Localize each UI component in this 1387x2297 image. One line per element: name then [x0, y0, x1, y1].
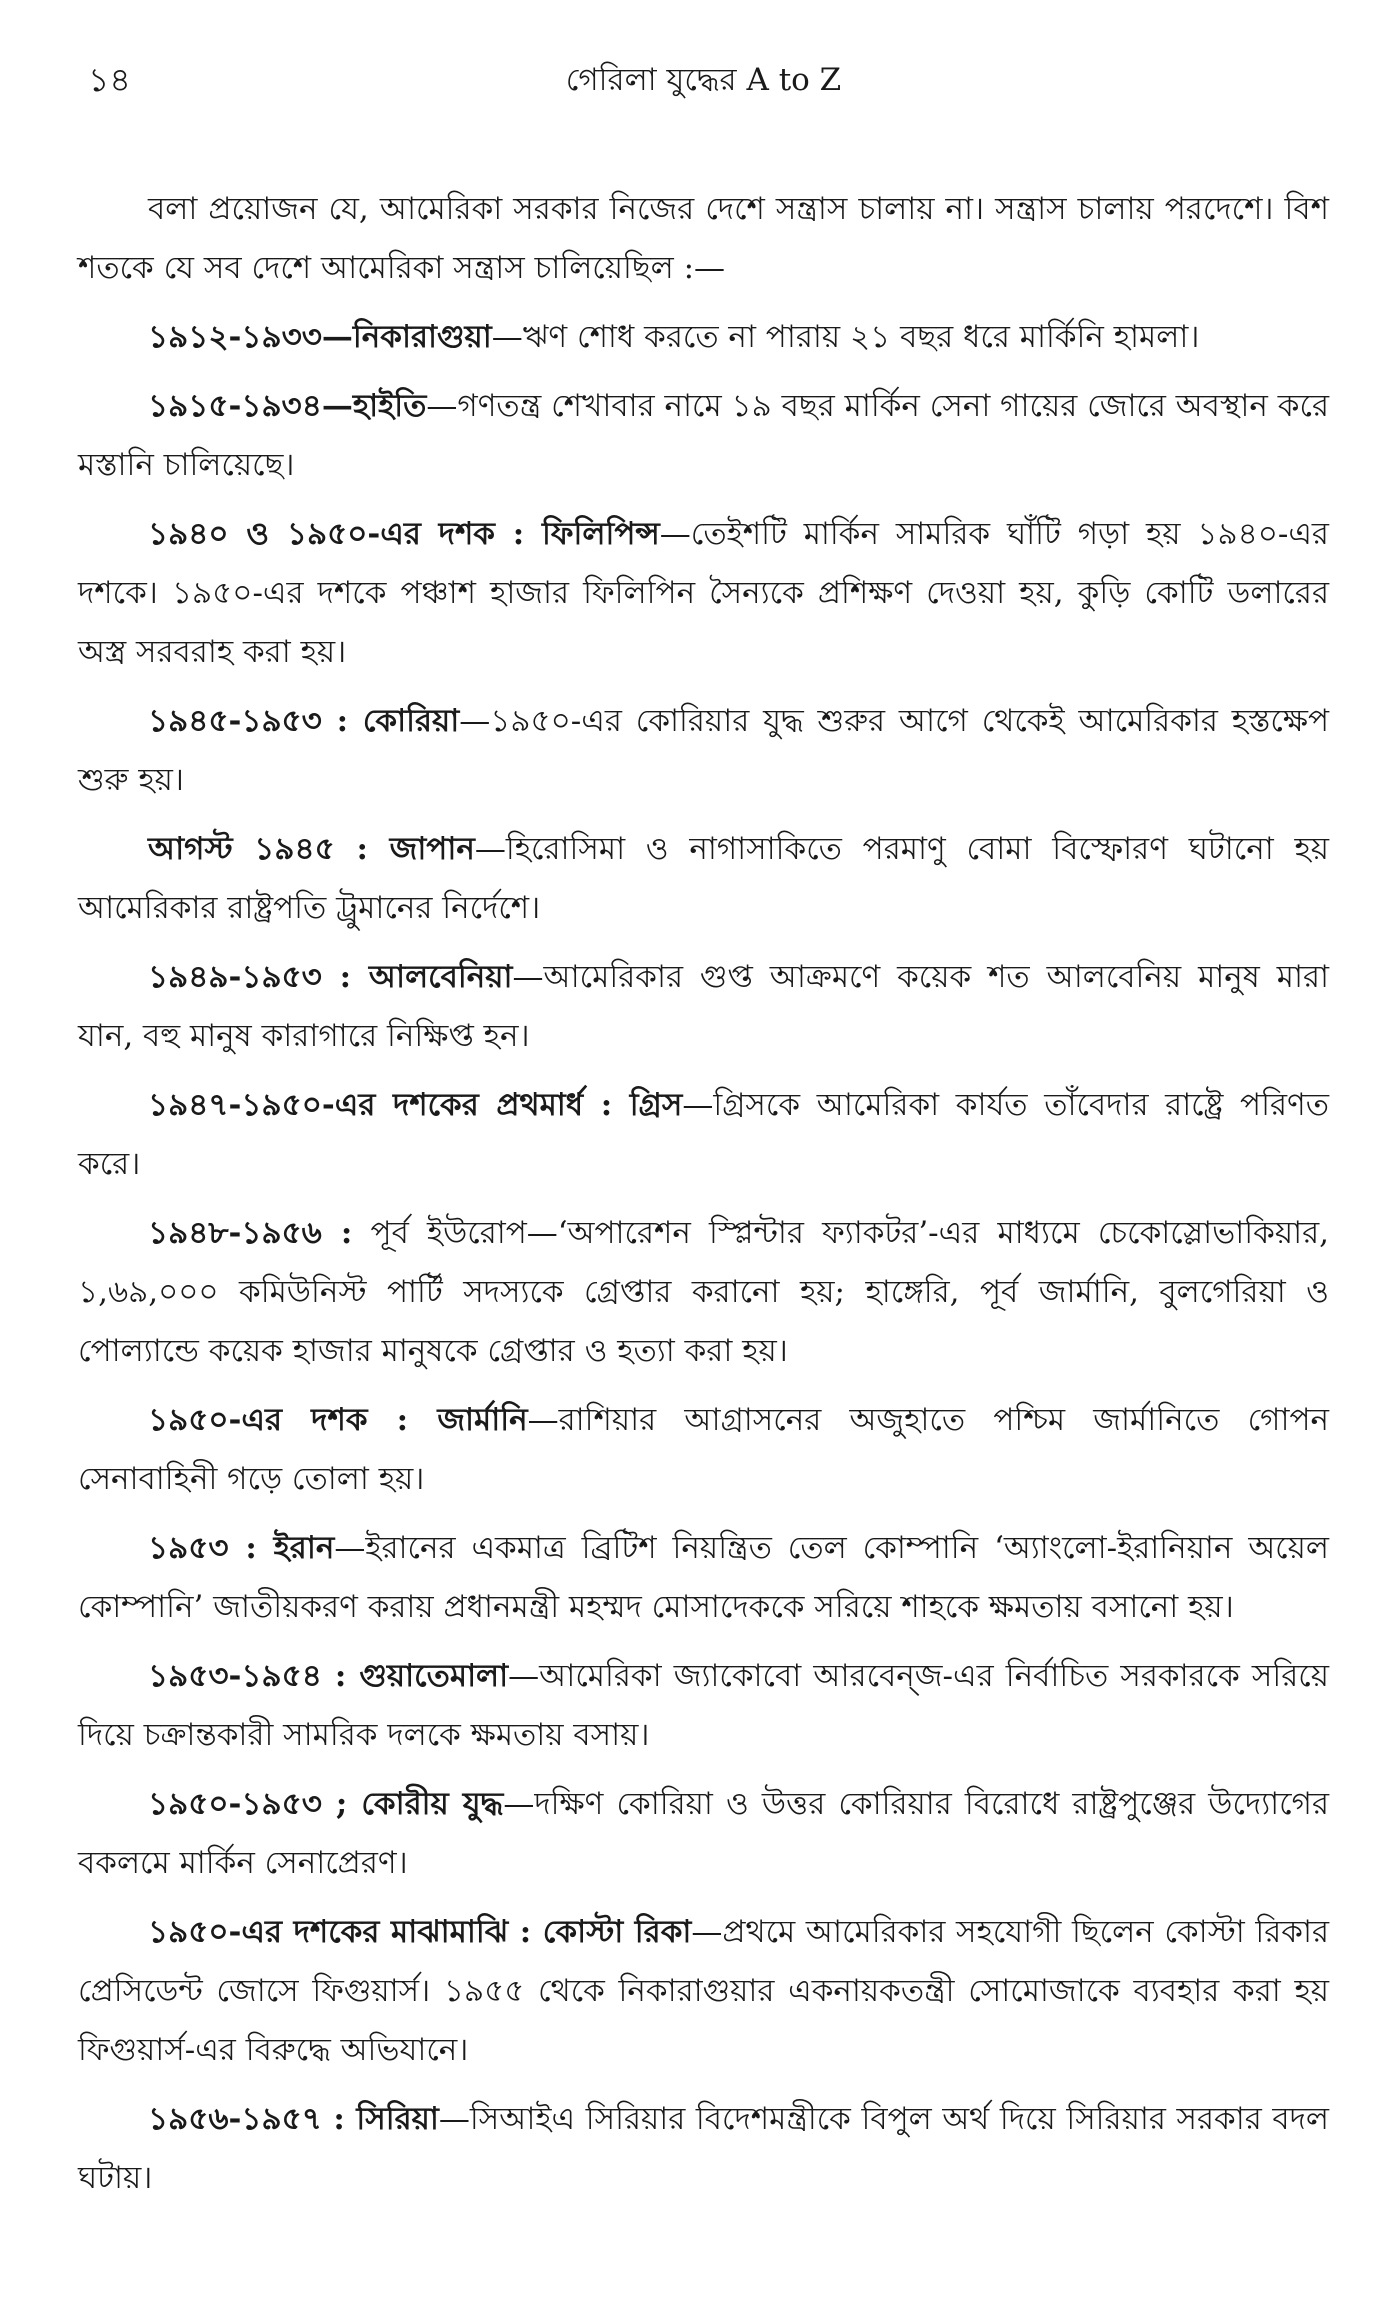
entry-text: —গ্রিসকে আমেরিকা কার্যত তাঁবেদার রাষ্ট্রে পরিণত করে। [78, 1087, 1330, 1182]
entry-text: পূর্ব ইউরোপ—‘অপারেশন স্প্লিন্টার ফ্যাকটর’-এর মাধ্যমে চেকোস্লোভাকিয়ার, ১,৬৯,০০০ কমিউনিস্ট পার্টি সদস্যকে গ্রেপ্তার করানো হয়; হাঙ্গেরি, পূর্ব জার্মানি, বুলগেরিয়া ও পোল্যান্ডে কয়েক হাজার মানুষকে গ্রেপ্তার ও হত্যা করা হয়। [78, 1215, 1329, 1369]
entry-lead: ১৯১৫-১৯৩৪—হাইতি [148, 388, 427, 424]
entry-text: —ইরানের একমাত্র ব্রিটিশ নিয়ন্ত্রিত তেল কোম্পানি ‘অ্যাংলো-ইরানিয়ান অয়েল কোম্পানি’ জাতীয়করণ করায় প্রধানমন্ত্রী মহম্মদ মোসাদেককে সরিয়ে শাহকে ক্ষমতায় বসানো হয়। [78, 1530, 1330, 1625]
page-number: ১৪ [88, 60, 131, 99]
entry-lead: ১৯৫৩-১৯৫৪ : গুয়াতেমালা [148, 1658, 509, 1694]
entry-lead: ১৯৪৫-১৯৫৩ : কোরিয়া [148, 703, 460, 739]
entry-korea [78, 692, 1329, 810]
entry-philippines [78, 505, 1329, 682]
entry-text: —সিআইএ সিরিয়ার বিদেশমন্ত্রীকে বিপুল অর্থ দিয়ে সিরিয়ার সরকার বদল ঘটায়। [78, 2101, 1330, 2196]
entry-lead: ১৯৫০-১৯৫৩ ; কোরীয় যুদ্ধ [148, 1786, 504, 1822]
entry-lead: ১৯৪০ ও ১৯৫০-এর দশক : ফিলিপিন্স [148, 516, 660, 552]
entry-lead: ১৯১২-১৯৩৩—নিকারাগুয়া [148, 319, 492, 355]
entry-costa-rica [78, 1903, 1329, 2080]
entry-iran [78, 1519, 1329, 1637]
entry-korean-war [78, 1775, 1329, 1893]
entry-text: —ঋণ শোধ করতে না পারায় ২১ বছর ধরে মার্কিনি হামলা। [491, 319, 1200, 355]
entry-eastern-europe [78, 1204, 1329, 1381]
entry-syria [78, 2090, 1329, 2208]
entry-text: —হিরোসিমা ও নাগাসাকিতে পরমাণু বোমা বিস্ফোরণ ঘটানো হয় আমেরিকার রাষ্ট্রপতি ট্রুমানের নির্দেশে। [78, 831, 1329, 926]
entry-haiti [78, 377, 1329, 495]
entry-text: —১৯৫০-এর কোরিয়ার যুদ্ধ শুরুর আগে থেকেই আমেরিকার হস্তক্ষেপ শুরু হয়। [78, 703, 1329, 798]
entry-lead: ১৯৫০-এর দশক : জার্মানি [148, 1402, 528, 1438]
entry-lead: ১৯৫০-এর দশকের মাঝামাঝি : কোস্টা রিকা [148, 1914, 692, 1950]
entry-germany [78, 1391, 1329, 1509]
page-header [78, 58, 1329, 118]
entry-guatemala [78, 1647, 1329, 1765]
entry-text: —আমেরিকার গুপ্ত আক্রমণে কয়েক শত আলবেনিয় মানুষ মারা যান, বহু মানুষ কারাগারে নিক্ষিপ্ত হন। [78, 959, 1329, 1054]
entry-japan [78, 820, 1329, 938]
entry-lead: ১৯৫৩ : ইরান [148, 1530, 335, 1566]
entry-lead: ১৯৪৭-১৯৫০-এর দশকের প্রথমার্ধ : গ্রিস [148, 1087, 683, 1123]
intro-paragraph: বলা প্রয়োজন যে, আমেরিকা সরকার নিজের দেশে সন্ত্রাস চালায় না। সন্ত্রাস চালায় পরদেশে। বিশ শতকে যে সব দেশে আমেরিকা সন্ত্রাস চালিয়েছিল :— [78, 191, 1329, 286]
entry-text: —আমেরিকা জ্যাকোবো আরবেন্‌জ-এর নির্বাচিত সরকারকে সরিয়ে দিয়ে চক্রান্তকারী সামরিক দলকে ক্ষমতায় বসায়। [78, 1658, 1329, 1753]
entry-text: —তেইশটি মার্কিন সামরিক ঘাঁটি গড়া হয় ১৯৪০-এর দশকে। ১৯৫০-এর দশকে পঞ্চাশ হাজার ফিলিপিন সৈন্যকে প্রশিক্ষণ দেওয়া হয়, কুড়ি কোটি ডলারের অস্ত্র সরবরাহ করা হয়। [78, 516, 1329, 670]
entry-greece [78, 1076, 1329, 1194]
running-title: গেরিলা যুদ্ধের A to Z [565, 62, 842, 98]
entry-albania [78, 948, 1329, 1066]
entry-text: —দক্ষিণ কোরিয়া ও উত্তর কোরিয়ার বিরোধে রাষ্ট্রপুঞ্জের উদ্যোগের বকলমে মার্কিন সেনাপ্রেরণ। [78, 1786, 1329, 1881]
body-text [78, 180, 1329, 2208]
entry-nicaragua [78, 308, 1329, 367]
entry-text: —প্রথমে আমেরিকার সহযোগী ছিলেন কোস্টা রিকার প্রেসিডেন্ট জোসে ফিগুয়ার্স। ১৯৫৫ থেকে নিকারাগুয়ার একনায়কতন্ত্রী সোমোজাকে ব্যবহার করা হয় ফিগুয়ার্স-এর বিরুদ্ধে অভিযানে। [78, 1914, 1330, 2068]
entry-lead: ১৯৪৮-১৯৫৬ : [148, 1215, 353, 1251]
entry-text: —রাশিয়ার আগ্রাসনের অজুহাতে পশ্চিম জার্মানিতে গোপন সেনাবাহিনী গড়ে তোলা হয়। [78, 1402, 1329, 1497]
entry-text: —গণতন্ত্র শেখাবার নামে ১৯ বছর মার্কিন সেনা গায়ের জোরে অবস্থান করে মস্তানি চালিয়েছে। [78, 388, 1329, 483]
entry-lead: ১৯৫৬-১৯৫৭ : সিরিয়া [148, 2101, 439, 2137]
entry-lead: ১৯৪৯-১৯৫৩ : আলবেনিয়া [148, 959, 513, 995]
entry-lead: আগস্ট ১৯৪৫ : জাপান [148, 831, 475, 867]
